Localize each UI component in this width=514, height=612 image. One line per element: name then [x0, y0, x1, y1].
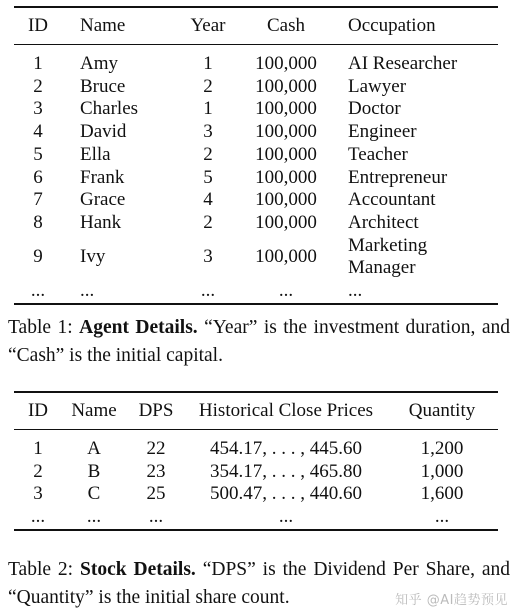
cell-occupation: ...	[348, 280, 363, 302]
cell-id: ...	[30, 506, 46, 528]
table-row	[14, 98, 498, 121]
cell-cash: 100,000	[255, 143, 317, 165]
cell-year: 3	[203, 245, 213, 267]
cell-id: 7	[33, 189, 43, 211]
table2-header-row	[14, 393, 498, 430]
table1-bottom-rule	[14, 303, 498, 305]
cell-cash: 100,000	[255, 53, 317, 74]
table-row	[14, 76, 498, 99]
table-row	[14, 506, 498, 529]
cell-dps: ...	[148, 506, 164, 528]
table1-header-row	[14, 8, 498, 45]
cell-quantity: 1,200	[420, 438, 464, 459]
cell-occupation: Engineer	[348, 121, 417, 143]
cell-year: ...	[200, 280, 216, 302]
cell-year: 2	[203, 143, 213, 165]
cell-id: ...	[30, 280, 46, 302]
cell-dps: 22	[146, 438, 166, 459]
table2-bottom-rule	[14, 529, 498, 531]
cell-id: 8	[33, 211, 43, 233]
cell-name: Grace	[80, 189, 126, 211]
cell-occupation: Entrepreneur	[348, 166, 448, 188]
cell-id: 3	[33, 483, 43, 505]
cell-id: 2	[33, 460, 43, 482]
cell-year: 1	[203, 98, 213, 120]
cell-occupation: AI Researcher	[348, 53, 458, 74]
table-row	[14, 167, 498, 190]
table-row	[14, 430, 498, 461]
cell-cash: 100,000	[255, 245, 317, 267]
table2-header-id: ID	[14, 393, 62, 430]
table1-header-occupation: Occupation	[334, 8, 498, 45]
stock-details-table	[14, 391, 498, 531]
table2-caption-text: “DPS” is the Dividend Per Share, and “Quantity” is the initial share count.	[8, 559, 511, 608]
table2-caption-title: Stock Details.	[80, 559, 196, 580]
table2-header-historical-close-prices: Historical Close Prices	[186, 393, 386, 430]
table-row	[14, 189, 498, 212]
cell-name: Amy	[80, 53, 118, 74]
table-row	[14, 280, 498, 303]
cell-id: 9	[33, 245, 43, 267]
table-row	[14, 461, 498, 484]
table2-header-dps: DPS	[126, 393, 186, 430]
cell-id: 3	[33, 98, 43, 120]
cell-occupation: Accountant	[348, 189, 436, 211]
cell-name: Ivy	[80, 245, 106, 267]
table-row	[14, 121, 498, 144]
cell-id: 2	[33, 75, 43, 97]
table2-header-quantity: Quantity	[386, 393, 498, 430]
cell-quantity: ...	[434, 506, 450, 528]
cell-year: 1	[203, 53, 213, 74]
cell-historical-close-prices: 500.47, . . . , 440.60	[210, 483, 362, 505]
table-row	[14, 45, 498, 76]
cell-id: 5	[33, 143, 43, 165]
table-row	[14, 212, 498, 235]
cell-quantity: 1,600	[420, 483, 464, 505]
cell-name: ...	[80, 280, 95, 302]
cell-name: B	[87, 460, 101, 482]
table1-header-name: Name	[62, 8, 178, 45]
cell-historical-close-prices: 354.17, . . . , 465.80	[210, 460, 362, 482]
cell-occupation: Lawyer	[348, 75, 407, 97]
cell-historical-close-prices: 454.17, . . . , 445.60	[210, 438, 362, 459]
table2-header-name: Name	[62, 393, 126, 430]
cell-id: 4	[33, 121, 43, 143]
cell-name: Charles	[80, 98, 139, 120]
cell-name: David	[80, 121, 127, 143]
table-row	[14, 483, 498, 506]
table1-header-cash: Cash	[238, 8, 334, 45]
cell-year: 4	[203, 189, 213, 211]
cell-id: 6	[33, 166, 43, 188]
cell-name: Bruce	[80, 75, 126, 97]
cell-year: 3	[203, 121, 213, 143]
cell-occupation: Marketing Manager	[348, 234, 428, 279]
cell-cash: 100,000	[255, 121, 317, 143]
cell-occupation: Architect	[348, 211, 419, 233]
agent-details-table	[14, 6, 498, 305]
cell-quantity: 1,000	[420, 460, 464, 482]
cell-cash: 100,000	[255, 189, 317, 211]
cell-cash: 100,000	[255, 166, 317, 188]
table1-header-year: Year	[178, 8, 238, 45]
cell-name: C	[87, 483, 101, 505]
cell-cash: ...	[278, 280, 294, 302]
cell-dps: 23	[146, 460, 166, 482]
cell-name: ...	[86, 506, 102, 528]
table1-caption	[8, 314, 510, 370]
cell-occupation: Doctor	[348, 98, 401, 120]
cell-year: 2	[203, 75, 213, 97]
cell-cash: 100,000	[255, 98, 317, 120]
cell-name: Ella	[80, 143, 111, 165]
table-row	[14, 235, 498, 280]
table1-caption-title: Agent Details.	[79, 317, 198, 338]
watermark-text: 知乎 @AI趋势预见	[395, 593, 508, 608]
cell-cash: 100,000	[255, 75, 317, 97]
table1-header-id: ID	[14, 8, 62, 45]
cell-historical-close-prices: ...	[278, 506, 294, 528]
cell-id: 1	[33, 53, 43, 74]
cell-dps: 25	[146, 483, 166, 505]
cell-year: 2	[203, 211, 213, 233]
table1-caption-text: “Year” is the investment duration, and “Cash” is the initial capital.	[8, 317, 511, 366]
cell-id: 1	[33, 438, 43, 459]
cell-name: Hank	[80, 211, 122, 233]
cell-name: Frank	[80, 166, 125, 188]
table1-caption-label: Table 1:	[8, 317, 73, 338]
cell-name: A	[87, 438, 101, 459]
cell-occupation: Teacher	[348, 143, 408, 165]
cell-cash: 100,000	[255, 211, 317, 233]
cell-year: 5	[203, 166, 213, 188]
table2-caption-label: Table 2:	[8, 559, 74, 580]
table-row	[14, 144, 498, 167]
